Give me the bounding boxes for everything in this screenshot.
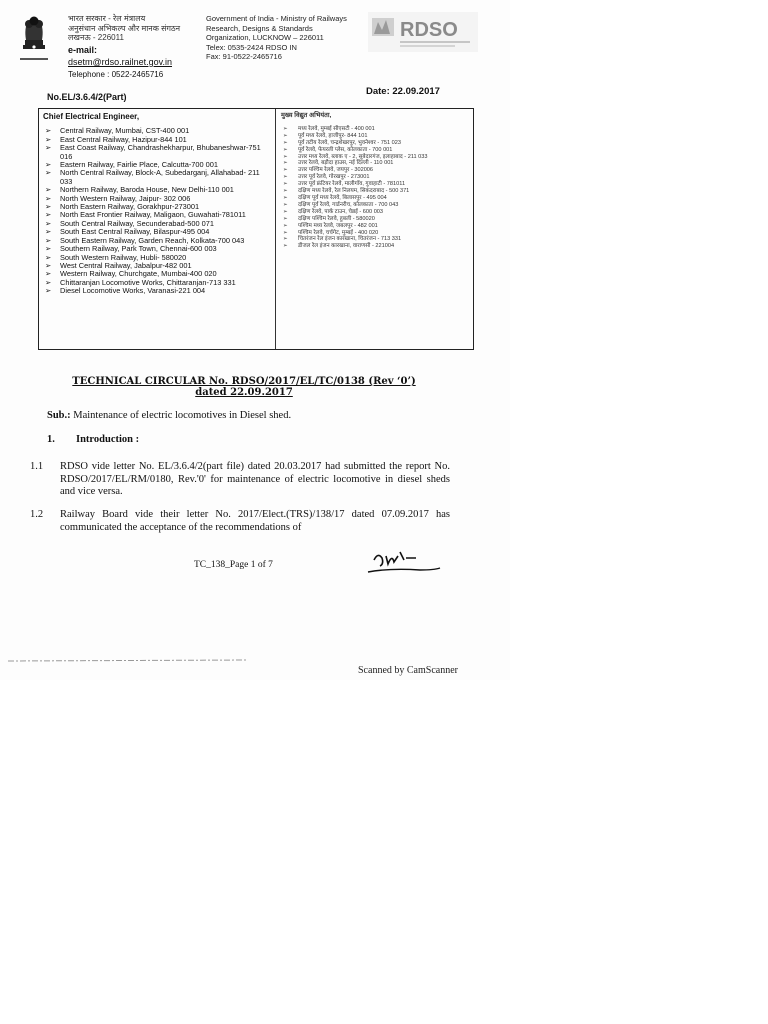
subject	[47, 410, 291, 423]
subject-label: Sub.:	[47, 410, 71, 421]
addressee-item-text: Diesel Locomotive Works, Varanasi-221 004	[60, 286, 206, 296]
addressee-item-hindi-text: चितरंजन रेल इंजन कारखाना, चितरंजन - 713 331	[298, 236, 402, 243]
addressee-item-hindi-text: उत्तर पूर्व फ्रंटियर रेलवे, मालीगाँव, गुवाहाटी - 781011	[298, 181, 406, 188]
addressee-item-hindi	[281, 216, 471, 223]
email-address[interactable]: dsetm@rdso.railnet.gov.in	[68, 57, 173, 67]
national-emblem-icon	[14, 14, 54, 66]
addressee-item-text: North Central Railway, Block-A, Subedarganj, Allahabad- 211 033	[60, 168, 260, 186]
circular-title	[40, 376, 448, 398]
bullet-arrow-icon: ➢	[283, 160, 288, 167]
hindi-header-line: अनुसंधान अभिकल्प और मानक संगठन	[68, 23, 181, 33]
addressee-item-text: Chittaranjan Locomotive Works, Chittaranjan-713 331	[60, 277, 236, 287]
paragraph-number: 1.2	[30, 509, 44, 520]
bullet-arrow-icon: ➢	[283, 153, 288, 160]
bullet-arrow-icon: ➢	[45, 210, 52, 220]
bullet-arrow-icon: ➢	[283, 167, 288, 174]
hindi-header	[68, 14, 180, 43]
bullet-arrow-icon: ➢	[45, 218, 52, 228]
addressee-item-hindi	[281, 133, 471, 140]
addressee-item	[43, 169, 271, 186]
telephone: Telephone : 0522-2465716	[68, 70, 164, 79]
rdso-logo	[368, 12, 478, 52]
bullet-arrow-icon: ➢	[283, 222, 288, 229]
bullet-arrow-icon: ➢	[45, 202, 52, 212]
addressee-item-text: Western Railway, Churchgate, Mumbai-400 020	[60, 269, 217, 279]
addressee-item-hindi	[281, 202, 471, 209]
subject-text: Maintenance of electric locomotives in Diesel shed.	[70, 410, 292, 421]
addressee-item-hindi	[281, 195, 471, 202]
section-title: Introduction :	[76, 434, 140, 445]
addressee-item-text: East Central Railway, Hazipur-844 101	[60, 134, 187, 144]
addressee-item-text: South Central Railway, Secunderabad-500 071	[60, 218, 214, 228]
circular-title-line: TECHNICAL CIRCULAR No. RDSO/2017/EL/TC/0138 (Rev ‘0’)	[72, 376, 416, 387]
bullet-arrow-icon: ➢	[283, 174, 288, 181]
addressee-item-hindi	[281, 147, 471, 154]
addressee-item-hindi	[281, 209, 471, 216]
addressee-item-hindi-text: पूर्व रेलवे, फेयरली प्लेस, कोलकाता - 700 001	[298, 146, 393, 153]
bullet-arrow-icon: ➢	[45, 168, 52, 178]
addressee-item-hindi	[281, 126, 471, 133]
addressee-list-english	[43, 113, 271, 296]
bullet-arrow-icon: ➢	[45, 244, 52, 254]
bullet-arrow-icon: ➢	[283, 215, 288, 222]
addressee-item-hindi-text: दक्षिण पश्चिम रेलवे, हुबली - 580020	[298, 215, 375, 222]
addressee-item-text: Northern Railway, Baroda House, New Delhi-110 001	[60, 185, 234, 195]
addressee-item-text: East Coast Railway, Chandrashekharpur, Bhubaneshwar-751 016	[60, 143, 261, 161]
addressee-list-hindi	[281, 113, 471, 250]
addressee-item-hindi-text: उत्तर पश्चिम रेलवे, जयपुर - 302006	[298, 167, 374, 174]
circular-title-date: dated 22.09.2017	[195, 387, 293, 398]
addressee-item-hindi-text: दक्षिण पूर्व मध्य रेलवे, बिलासपुर - 495 004	[298, 194, 387, 201]
bullet-arrow-icon: ➢	[283, 139, 288, 146]
bullet-arrow-icon: ➢	[45, 286, 52, 296]
english-header-line: Fax: 91-0522-2465716	[206, 52, 282, 61]
bullet-arrow-icon: ➢	[45, 126, 52, 136]
addressee-item-text: South East Central Railway, Bilaspur-495 004	[60, 227, 210, 237]
addressee-item-hindi-text: उत्तर मध्य रेलवे, ब्लाक ए - 2, सूबेदारगंज, इलाहाबाद - 211 033	[298, 153, 428, 160]
addressee-item-text: Central Railway, Mumbai, CST-400 001	[60, 126, 190, 136]
bullet-arrow-icon: ➢	[283, 236, 288, 243]
addressee-item-hindi-text: मध्य रेलवे, मुम्बई सीएसटी - 400 001	[298, 125, 375, 132]
addressee-item-hindi-text: पूर्व तटीय रेलवे, चन्द्रशेखरपुर, भुवनेश्वर - 751 023	[298, 139, 402, 146]
bullet-arrow-icon: ➢	[283, 146, 288, 153]
email-label: e-mail:	[68, 45, 98, 55]
scanned-page	[0, 0, 510, 680]
bullet-arrow-icon: ➢	[283, 125, 288, 132]
hindi-header-line: भारत सरकार - रेल मंत्रालय	[68, 14, 146, 23]
bullet-arrow-icon: ➢	[283, 132, 288, 139]
addressee-item-hindi-text: डीजल रेल इंजन कारखाना, वाराणसी - 221004	[298, 243, 395, 250]
addressee-item-hindi-text: दक्षिण पूर्व रेलवे, गार्डनरीच, कोलकाता - 700 043	[298, 201, 399, 208]
logo-text: RDSO	[400, 19, 458, 41]
letter-reference: No.EL/3.6.4/2(Part)	[47, 92, 127, 102]
addressee-heading-english: Chief Electrical Engineer,	[43, 112, 140, 121]
bullet-arrow-icon: ➢	[283, 188, 288, 195]
paragraph	[30, 509, 450, 534]
addressee-item-text: South Western Railway, Hubli- 580020	[60, 252, 187, 262]
bullet-arrow-icon: ➢	[45, 252, 52, 262]
addressee-item	[43, 144, 271, 161]
addressee-item-text: Southern Railway, Park Town, Chennai-600 003	[60, 244, 217, 254]
addressee-item-text: North Western Railway, Jaipur- 302 006	[60, 193, 191, 203]
bullet-arrow-icon: ➢	[283, 201, 288, 208]
bullet-arrow-icon: ➢	[283, 229, 288, 236]
addressee-item-text: South Eastern Railway, Garden Reach, Kolkata-700 043	[60, 235, 245, 245]
addressee-item-hindi-text: दक्षिण रेलवे, पार्क टाउन, चेन्नई - 600 003	[298, 208, 384, 215]
addressee-item-text: North Eastern Railway, Gorakhpur-273001	[60, 202, 200, 212]
section-heading	[47, 434, 139, 447]
bullet-arrow-icon: ➢	[45, 143, 52, 153]
bullet-arrow-icon: ➢	[45, 235, 52, 245]
table-divider	[275, 109, 276, 349]
paragraph-text: Railway Board vide their letter No. 2017/Elect.(TRS)/138/17 dated 07.09.2017 has communicated the acceptance of the recommendations of	[60, 509, 450, 533]
letter-date: Date: 22.09.2017	[366, 86, 440, 97]
addressee-item-hindi	[281, 223, 471, 230]
english-header-line: Telex: 0535-2424 RDSO IN	[206, 42, 297, 52]
bullet-arrow-icon: ➢	[45, 193, 52, 203]
scan-artifact-line	[8, 657, 248, 665]
hindi-header-line: लखनऊ - 226011	[68, 33, 124, 42]
bullet-arrow-icon: ➢	[45, 277, 52, 287]
addressee-item-text: West Central Railway, Jabalpur-482 001	[60, 260, 192, 270]
addressee-item-text: Eastern Railway, Fairlie Place, Calcutta-700 001	[60, 160, 219, 170]
scanner-watermark: Scanned by CamScanner	[358, 665, 458, 676]
signature	[360, 544, 446, 580]
english-header	[206, 14, 347, 62]
paragraph-number: 1.1	[30, 461, 44, 472]
addressee-item-text: North East Frontier Railway, Maligaon, Guwahati-781011	[60, 210, 246, 220]
bullet-arrow-icon: ➢	[283, 208, 288, 215]
bullet-arrow-icon: ➢	[45, 160, 52, 170]
addressee-item-hindi	[281, 188, 471, 195]
paragraph-text: RDSO vide letter No. EL/3.6.4/2(part file) dated 20.03.2017 had submitted the report No. RDSO/2017/EL/RM/0180, Rev.'0' for maintenance of electric locomotive in diesel sheds and vice versa.	[60, 461, 450, 498]
addressee-item-hindi-text: पश्चिम रेलवे, चर्चगेट, मुम्बई - 400 020	[298, 229, 379, 236]
addressee-table	[38, 108, 474, 350]
bullet-arrow-icon: ➢	[45, 134, 52, 144]
english-header-line: Government of India - Ministry of Railways	[206, 14, 347, 23]
addressee-heading-hindi: मुख्य विद्युत अभियंता,	[281, 112, 332, 119]
paragraph	[30, 461, 450, 499]
addressee-item	[43, 287, 271, 295]
bullet-arrow-icon: ➢	[45, 185, 52, 195]
addressee-item-hindi-text: पश्चिम मध्य रेलवे, जबलपुर - 482 001	[298, 222, 378, 229]
bullet-arrow-icon: ➢	[45, 260, 52, 270]
addressee-item-hindi-text: उत्तर पूर्व रेलवे, गोरखपुर - 273001	[298, 174, 370, 181]
page-number: TC_138_Page 1 of 7	[194, 560, 273, 570]
addressee-item-hindi-text: दक्षिण मध्य रेलवे, रेल निलयम, सिकंदराबाद - 500 371	[298, 188, 410, 195]
bullet-arrow-icon: ➢	[45, 269, 52, 279]
addressee-item-hindi-text: पूर्व मध्य रेलवे, हाजीपुर- 844 101	[298, 132, 368, 139]
bullet-arrow-icon: ➢	[283, 194, 288, 201]
addressee-item-hindi	[281, 243, 471, 250]
english-header-line: Research, Designs & Standards	[206, 23, 313, 33]
addressee-item-hindi	[281, 140, 471, 147]
section-number: 1.	[47, 434, 55, 445]
bullet-arrow-icon: ➢	[45, 227, 52, 237]
bullet-arrow-icon: ➢	[283, 243, 288, 250]
english-header-line: Organization, LUCKNOW – 226011	[206, 33, 324, 42]
bullet-arrow-icon: ➢	[283, 181, 288, 188]
addressee-item-hindi-text: उत्तर रेलवे, बड़ौदा हाउस, नई दिल्ली - 110 001	[298, 160, 394, 167]
